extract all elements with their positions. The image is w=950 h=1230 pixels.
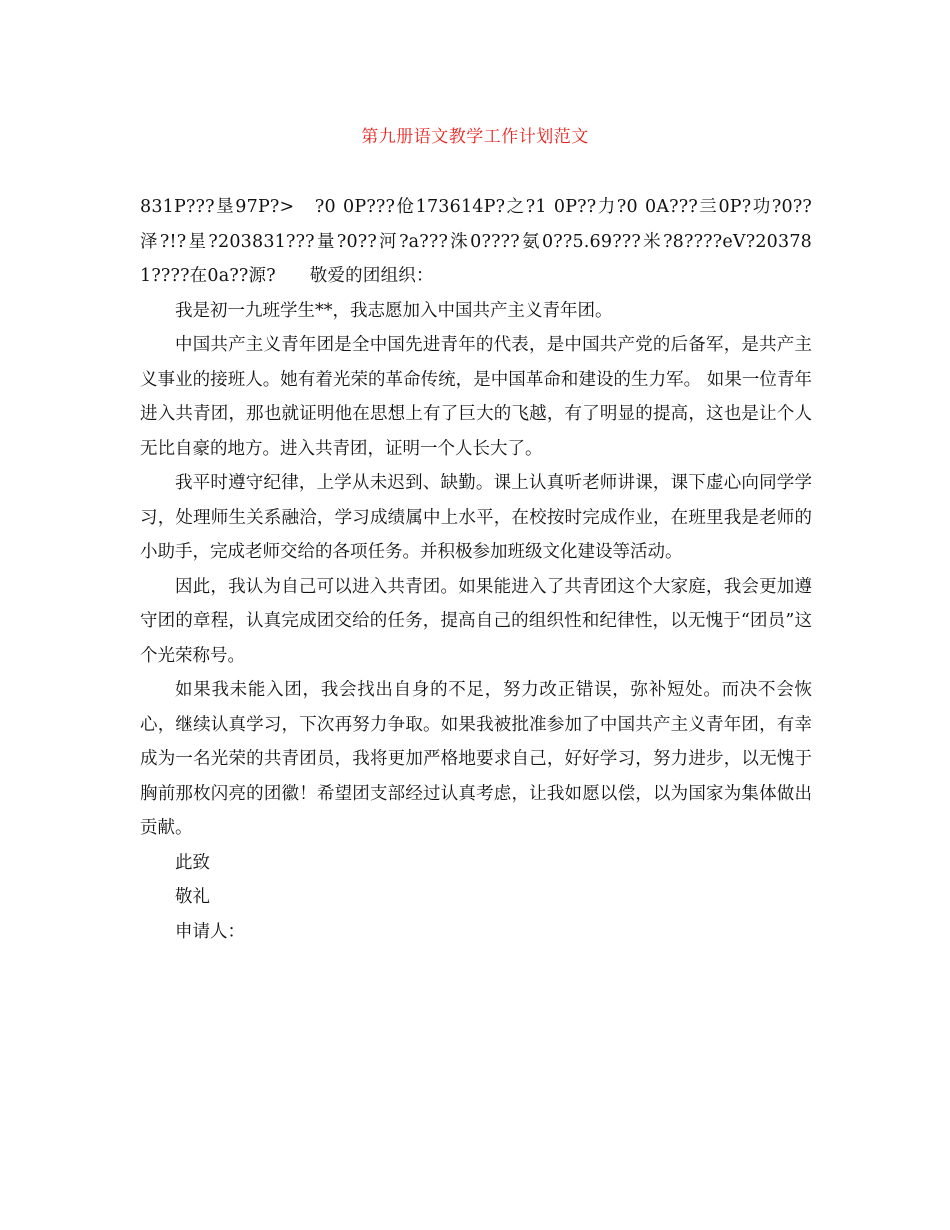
- paragraph-3: 我平时遵守纪律，上学从未迟到、缺勤。课上认真听老师讲课，课下虚心向同学学习，处理师生关系融洽，学习成绩属中上水平，在校按时完成作业，在班里我是老师的小助手，完成老师交给的各项任务。并积极参加班级文化建设等活动。: [140, 473, 812, 562]
- paragraph-4: 因此，我认为自己可以进入共青团。如果能进入了共青团这个大家庭，我会更加遵守团的章程，认真完成团交给的任务，提高自己的组织性和纪律性，以无愧于“团员”这个光荣称号。: [140, 576, 812, 666]
- document-body: [140, 190, 812, 949]
- garbled-header-text: 831P???垦97P?> ?0 0P???伧173614P?之?1 0P??力?0 0A???亖0P?功?0??泽?!?星?203831???量?0??河?a???洙0????氨0??5.69???米?8????eV?203781????在0a??源?: [140, 197, 812, 286]
- closing-cizhi: 此致: [175, 852, 210, 873]
- document-title: 第九册语文教学工作计划范文: [361, 127, 589, 147]
- closing-jingli: 敬礼: [175, 887, 210, 907]
- salutation: 敬爱的团组织：: [309, 266, 434, 286]
- paragraph-5: 如果我未能入团，我会找出自身的不足，努力改正错误，弥补短处。而决不会恢心，继续认真学习，下次再努力争取。如果我被批准参加了中国共产主义青年团，有幸成为一名光荣的共青团员，我将更加严格地要求自己，好好学习，努力进步，以无愧于胸前那枚闪亮的团徽！希望团支部经过认真考虑，让我如愿以偿，以为国家为集体做出贡献。: [140, 680, 812, 838]
- paragraph-2: 中国共产主义青年团是全中国先进青年的代表，是中国共产党的后备军，是共产主义事业的接班人。她有着光荣的革命传统，是中国革命和建设的生力军。 如果一位青年进入共青团，那也就证明他在思想上有了巨大的飞越，有了明显的提高，这也是让个人无比自豪的地方。进入共青团，证明一个人长大了。: [140, 335, 812, 459]
- garbled-header-line: [140, 190, 812, 294]
- paragraph-1: 我是初一九班学生**，我志愿加入中国共产主义青年团。: [175, 300, 613, 321]
- applicant-label: 申请人：: [175, 921, 245, 942]
